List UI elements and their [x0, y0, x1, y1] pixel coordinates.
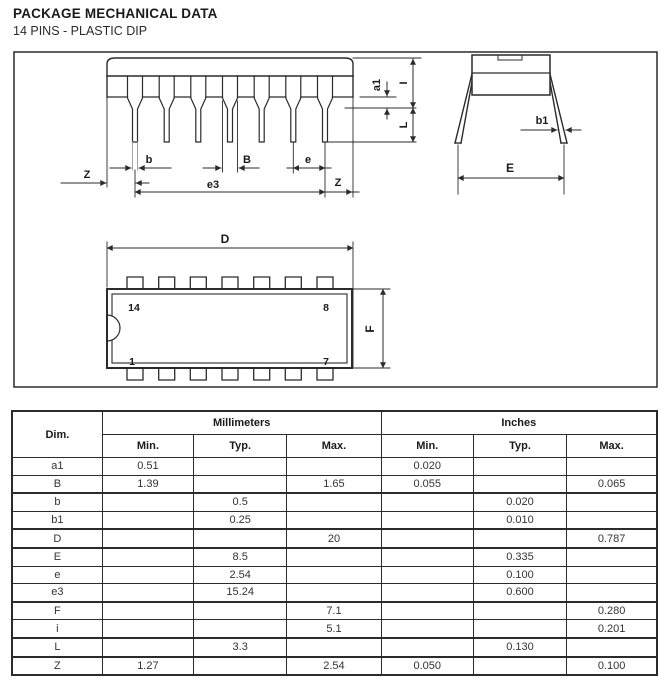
cell: 0.280: [567, 602, 657, 620]
cell: [194, 458, 287, 476]
side-view: [107, 58, 353, 142]
table-row-B: [12, 475, 657, 493]
pin-number-1: 1: [129, 356, 135, 368]
page-title: PACKAGE MECHANICAL DATA: [13, 6, 218, 21]
table-row-b1: [12, 511, 657, 529]
cell: [102, 566, 193, 584]
cell: [102, 511, 193, 529]
table-row-i: [12, 620, 657, 638]
dim-cell: b1: [12, 511, 102, 529]
cell: [287, 548, 381, 566]
dim-label-D: D: [220, 232, 230, 246]
table-row-Z: [12, 657, 657, 676]
dim-cell: E: [12, 548, 102, 566]
inches-header: Inches: [381, 411, 657, 435]
top-view-pins-bottom: [127, 368, 333, 380]
cell: 0.020: [381, 458, 473, 476]
dim-label-F: F: [363, 325, 377, 333]
dim-cell: Z: [12, 657, 102, 676]
dim-cell: a1: [12, 458, 102, 476]
cell: 0.020: [473, 493, 566, 511]
cell: [381, 584, 473, 602]
pin-number-14: 14: [128, 302, 140, 314]
table-row-L: [12, 638, 657, 657]
dim-cell: e3: [12, 584, 102, 602]
cell: [381, 548, 473, 566]
cell: [194, 620, 287, 638]
cell: [381, 602, 473, 620]
cell: [287, 584, 381, 602]
cell: 1.27: [102, 657, 193, 676]
cell: 3.3: [194, 638, 287, 657]
dim-label-B: B: [243, 154, 251, 166]
side-view-pins: [128, 76, 333, 142]
cell: 0.25: [194, 511, 287, 529]
dim-label-a1: a1: [371, 78, 383, 92]
top-view-pins-top: [127, 277, 333, 289]
cell: 0.51: [102, 458, 193, 476]
cell: [194, 529, 287, 548]
dim-label-z-left: Z: [83, 169, 91, 181]
package-diagram: [13, 51, 658, 388]
table-row-e3: [12, 584, 657, 602]
dim-cell: b: [12, 493, 102, 511]
page-subtitle: 14 PINS - PLASTIC DIP: [13, 24, 148, 38]
cell: [102, 584, 193, 602]
table-row-e: [12, 566, 657, 584]
cell: [102, 529, 193, 548]
mm-max-header: Max.: [287, 435, 381, 458]
cell: [102, 548, 193, 566]
cell: 0.201: [567, 620, 657, 638]
cell: [473, 620, 566, 638]
cell: [567, 493, 657, 511]
cell: 1.65: [287, 475, 381, 493]
cell: 0.787: [567, 529, 657, 548]
dim-label-b1: b1: [535, 115, 549, 127]
millimeters-header: Millimeters: [102, 411, 381, 435]
mm-typ-header: Typ.: [194, 435, 287, 458]
dim-cell: e: [12, 566, 102, 584]
cell: [287, 638, 381, 657]
cell: 15.24: [194, 584, 287, 602]
dim-cell: i: [12, 620, 102, 638]
cell: 0.055: [381, 475, 473, 493]
cell: [567, 548, 657, 566]
cell: 7.1: [287, 602, 381, 620]
cell: [381, 529, 473, 548]
cell: [194, 602, 287, 620]
dim-label-e: e: [304, 154, 312, 166]
table-row-b: [12, 493, 657, 511]
dim-label-i: I: [398, 81, 410, 85]
cell: [102, 620, 193, 638]
cell: [194, 475, 287, 493]
cell: 2.54: [194, 566, 287, 584]
cell: [567, 458, 657, 476]
table-row-E: [12, 548, 657, 566]
cell: [473, 458, 566, 476]
dim-label-E: E: [505, 161, 515, 175]
cell: [102, 602, 193, 620]
dim-cell: B: [12, 475, 102, 493]
pin-number-8: 8: [323, 302, 329, 314]
table-row-D: [12, 529, 657, 548]
dim-label-e3: e3: [206, 179, 220, 191]
cell: [567, 566, 657, 584]
in-max-header: Max.: [567, 435, 657, 458]
cell: 0.335: [473, 548, 566, 566]
cell: 2.54: [287, 657, 381, 676]
cell: [194, 657, 287, 676]
table-row-a1: [12, 458, 657, 476]
cell: [102, 638, 193, 657]
cell: [567, 584, 657, 602]
cell: [287, 511, 381, 529]
cell: [381, 620, 473, 638]
in-min-header: Min.: [381, 435, 473, 458]
dim-label-b: b: [145, 154, 153, 166]
cell: 0.5: [194, 493, 287, 511]
cell: [567, 511, 657, 529]
cell: 0.100: [567, 657, 657, 676]
cell: [381, 638, 473, 657]
cell: 0.050: [381, 657, 473, 676]
pin-number-7: 7: [323, 356, 329, 368]
cell: [381, 511, 473, 529]
cell: 0.100: [473, 566, 566, 584]
dim-label-z-right: Z: [334, 177, 342, 189]
dim-cell: F: [12, 602, 102, 620]
cell: 0.010: [473, 511, 566, 529]
mm-min-header: Min.: [102, 435, 193, 458]
cell: 20: [287, 529, 381, 548]
dim-column-header: Dim.: [12, 411, 102, 458]
cell: [381, 566, 473, 584]
cell: [102, 493, 193, 511]
cell: [473, 657, 566, 676]
end-view: [455, 55, 581, 194]
cell: 0.065: [567, 475, 657, 493]
cell: 8.5: [194, 548, 287, 566]
cell: [473, 529, 566, 548]
package-drawing-figure: [13, 51, 658, 388]
top-view: [107, 242, 390, 380]
table-row-F: [12, 602, 657, 620]
cell: 1.39: [102, 475, 193, 493]
cell: [567, 638, 657, 657]
dim-label-l: L: [398, 121, 410, 129]
dimensions-table: [11, 410, 658, 676]
dim-cell: D: [12, 529, 102, 548]
dim-cell: L: [12, 638, 102, 657]
cell: 0.600: [473, 584, 566, 602]
cell: [381, 493, 473, 511]
cell: [287, 458, 381, 476]
cell: [473, 602, 566, 620]
cell: 0.130: [473, 638, 566, 657]
cell: 5.1: [287, 620, 381, 638]
in-typ-header: Typ.: [473, 435, 566, 458]
cell: [287, 493, 381, 511]
cell: [473, 475, 566, 493]
cell: [287, 566, 381, 584]
